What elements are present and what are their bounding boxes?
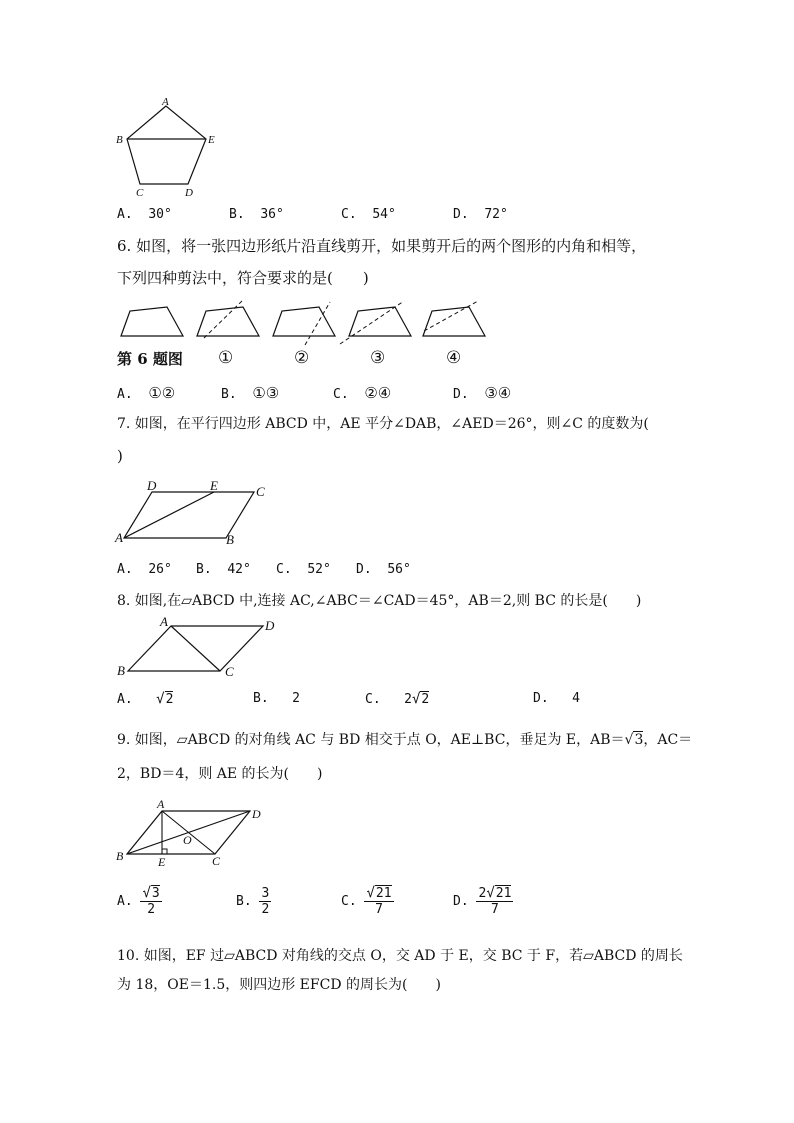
label-b: B xyxy=(116,134,123,146)
label-a: A xyxy=(162,96,169,108)
q6-option-a[interactable]: A. ①② xyxy=(117,384,176,402)
q5-pentagon-figure xyxy=(112,96,222,200)
label-a: A xyxy=(157,797,165,811)
label-c: C xyxy=(212,854,221,868)
q9-right-angle-mark xyxy=(162,849,167,854)
q9-option-c[interactable]: C. $\frac{√21}{7}$ xyxy=(341,885,392,917)
q7-parallelogram-figure xyxy=(112,476,282,548)
q8-option-d[interactable]: D. 4 xyxy=(533,691,580,706)
q5-option-d[interactable]: D. 72° xyxy=(453,207,508,222)
q6-figures xyxy=(112,298,502,348)
q7-option-d[interactable]: D. 56° xyxy=(356,562,411,577)
q8-option-c[interactable]: C. 2√2 xyxy=(365,691,430,707)
q8-option-a[interactable]: A. √2 xyxy=(117,691,174,707)
label-d: D xyxy=(147,478,157,493)
label-b: B xyxy=(117,663,125,678)
q6-shape-2 xyxy=(273,307,335,336)
q6-figure-caption: 第 6 题图 xyxy=(117,350,183,368)
q6-cut-3 xyxy=(340,301,404,344)
q10-text-line2: 为 18，OE＝1.5，则四边形 EFCD 的周长为( ) xyxy=(117,977,441,993)
q8-option-b[interactable]: B. 2 xyxy=(253,691,300,706)
label-b: B xyxy=(116,849,124,863)
q6-original-shape xyxy=(121,307,183,336)
label-e: E xyxy=(208,134,215,146)
q6-mark-3: ③ xyxy=(370,348,386,368)
label-o: O xyxy=(183,833,192,847)
q5-option-c[interactable]: C. 54° xyxy=(341,207,396,222)
q7-option-c[interactable]: C. 52° xyxy=(276,562,331,577)
label-d: D xyxy=(265,618,275,633)
label-a: A xyxy=(115,530,123,545)
q6-mark-2: ② xyxy=(294,348,310,368)
q10-text-line1: 10. 如图，EF 过▱ABCD 对角线的交点 O，交 AD 于 E，交 BC 于 F，若▱ABCD 的周长 xyxy=(117,948,683,964)
q6-option-b[interactable]: B. ①③ xyxy=(221,384,280,402)
q9-parallelogram-figure xyxy=(112,796,272,868)
q9-option-b[interactable]: B. $\frac{3}{2}$ xyxy=(236,886,270,917)
q6-text-line1: 6. 如图，将一张四边形纸片沿直线剪开，如果剪开后的两个图形的内角和相等， xyxy=(117,237,647,255)
q6-option-c[interactable]: C. ②④ xyxy=(333,384,392,402)
label-d: D xyxy=(252,807,261,821)
q9-text-line2: 2，BD＝4，则 AE 的长为( ) xyxy=(117,766,323,782)
label-c: C xyxy=(136,187,144,199)
q6-shape-4 xyxy=(423,307,485,336)
q6-cut-1 xyxy=(204,301,242,338)
q7-text-line1: 7. 如图，在平行四边形 ABCD 中，AE 平分∠DAB，∠AED＝26°，则∠C 的度数为( xyxy=(117,416,649,432)
label-c: C xyxy=(256,484,265,499)
q7-option-a[interactable]: A. 26° xyxy=(117,562,172,577)
q8-parallelogram-figure xyxy=(112,614,282,680)
q6-mark-1: ① xyxy=(218,348,234,368)
label-c: C xyxy=(225,664,234,679)
q6-shape-1 xyxy=(197,307,259,336)
q9-text-line1: 9. 如图，▱ABCD 的对角线 AC 与 BD 相交于点 O，AE⊥BC，垂足为 E，AB＝√3，AC＝ xyxy=(117,732,693,748)
label-b: B xyxy=(226,532,234,547)
q6-mark-4: ④ xyxy=(446,348,462,368)
q7-option-b[interactable]: B. 42° xyxy=(196,562,251,577)
q8-diagonal-ac xyxy=(171,626,220,671)
q6-cut-4 xyxy=(424,301,478,331)
q5-option-a[interactable]: A. 30° xyxy=(117,207,172,222)
q6-text-line2: 下列四种剪法中，符合要求的是( ) xyxy=(117,269,369,287)
q6-option-d[interactable]: D. ③④ xyxy=(453,384,512,402)
pentagon-shape xyxy=(127,106,206,184)
q9-option-d[interactable]: D. $\frac{2√21}{7}$ xyxy=(453,885,512,917)
label-e: E xyxy=(158,855,166,868)
label-a: A xyxy=(160,614,168,629)
q7-parallelogram xyxy=(124,492,254,538)
q7-text-line2: ) xyxy=(117,447,123,465)
label-e: E xyxy=(210,478,218,493)
label-d: D xyxy=(185,187,193,199)
q8-text-line1: 8. 如图,在▱ABCD 中,连接 AC,∠ABC＝∠CAD＝45°，AB＝2,则 BC 的长是( ) xyxy=(117,593,642,609)
q9-option-a[interactable]: A. $\frac{√3}{2}$ xyxy=(117,885,160,917)
q5-option-b[interactable]: B. 36° xyxy=(229,207,284,222)
